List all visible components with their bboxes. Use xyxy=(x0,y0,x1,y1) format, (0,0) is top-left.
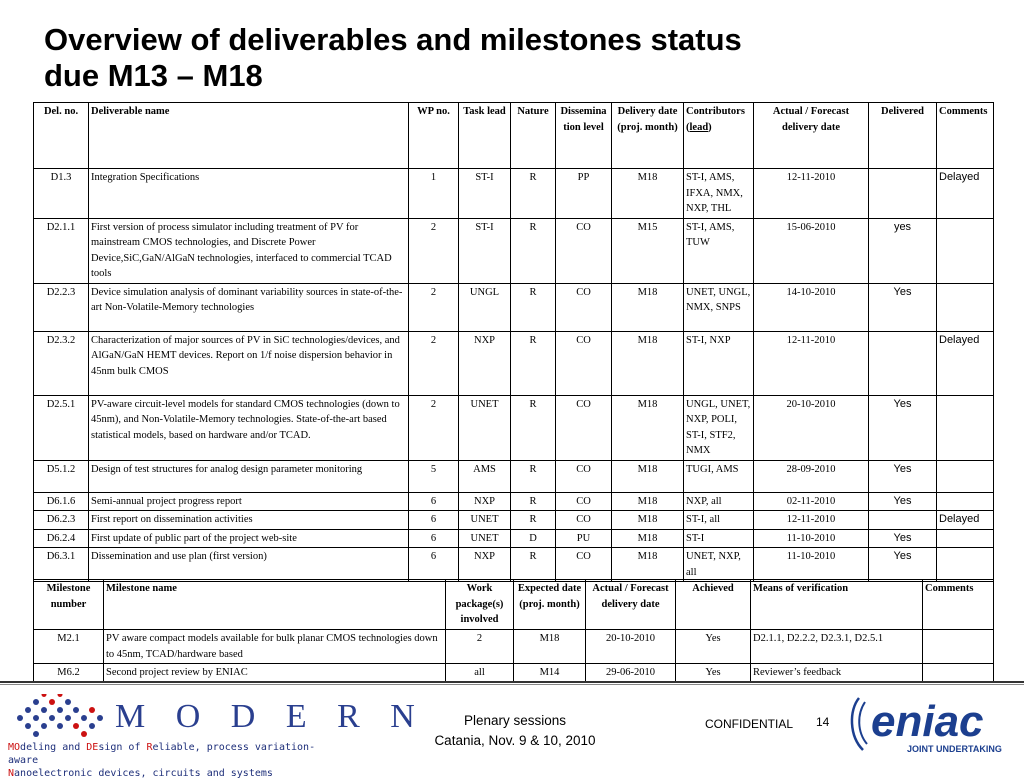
cell-actual-forecast-date: 29-06-2010 xyxy=(586,664,676,683)
cell-delivered: Yes xyxy=(869,283,937,331)
cell-delivered xyxy=(869,511,937,530)
cell-achieved: Yes xyxy=(676,664,751,683)
cell-expected-date: M18 xyxy=(514,630,586,664)
event-line2: Catania, Nov. 9 & 10, 2010 xyxy=(434,733,596,748)
eniac-logo-subtext: JOINT UNDERTAKING xyxy=(907,744,1002,754)
cell-comments xyxy=(923,664,994,683)
cell-comments: Delayed xyxy=(937,331,994,395)
deliverables-header-row xyxy=(34,103,994,169)
cell-del-no: D2.3.2 xyxy=(34,331,89,395)
col-header-expected-date: Expected date (proj. month) xyxy=(514,580,586,630)
cell-deliverable-name: First update of public part of the project web-site xyxy=(89,529,409,548)
contributors-header-suffix: ) xyxy=(708,121,712,133)
deliverables-table xyxy=(33,102,994,582)
cell-delivery-date: M18 xyxy=(612,548,684,582)
tagline-text: anoelectronic devices, circuits and systems xyxy=(14,768,273,779)
cell-actual-forecast-date: 14-10-2010 xyxy=(754,283,869,331)
cell-comments xyxy=(923,630,994,664)
cell-del-no: D5.1.2 xyxy=(34,460,89,492)
cell-milestone-name: Second project review by ENIAC xyxy=(104,664,446,683)
table-row xyxy=(34,664,994,683)
cell-comments xyxy=(937,218,994,283)
cell-actual-forecast-date: 15-06-2010 xyxy=(754,218,869,283)
cell-del-no: D1.3 xyxy=(34,169,89,219)
table-row xyxy=(34,630,994,664)
cell-deliverable-name: Device simulation analysis of dominant variability sources in state-of-the-art Non-Volatile-Memory technologies xyxy=(89,283,409,331)
contributors-header-prefix: ( xyxy=(686,121,690,133)
col-header-wp-no: WP no. xyxy=(409,103,459,169)
cell-contributors: ST-I, AMS, TUW xyxy=(684,218,754,283)
cell-wp-no: 6 xyxy=(409,529,459,548)
cell-actual-forecast-date: 20-10-2010 xyxy=(754,395,869,460)
cell-dissemination-level: CO xyxy=(556,492,612,511)
cell-dissemination-level: PP xyxy=(556,169,612,219)
cell-contributors: NXP, all xyxy=(684,492,754,511)
slide-title-line1: Overview of deliverables and milestones status xyxy=(44,22,742,57)
cell-expected-date: M14 xyxy=(514,664,586,683)
cell-task-lead: UNET xyxy=(459,529,511,548)
col-header-deliverable-name: Deliverable name xyxy=(89,103,409,169)
cell-delivered xyxy=(869,169,937,219)
deliverables-body xyxy=(34,169,994,582)
cell-work-packages: all xyxy=(446,664,514,683)
tagline-highlight: MO xyxy=(8,742,21,753)
milestones-table xyxy=(33,579,994,683)
cell-wp-no: 2 xyxy=(409,218,459,283)
cell-dissemination-level: CO xyxy=(556,283,612,331)
table-row xyxy=(34,218,994,283)
cell-actual-forecast-date: 28-09-2010 xyxy=(754,460,869,492)
cell-work-packages: 2 xyxy=(446,630,514,664)
cell-deliverable-name: Characterization of major sources of PV in SiC technologies/devices, and AlGaN/GaN HEMT devices. Report on 1/f noise dispersion behavior in 45nm bulk CMOS xyxy=(89,331,409,395)
col-header-nature: Nature xyxy=(511,103,556,169)
cell-achieved: Yes xyxy=(676,630,751,664)
cell-contributors: ST-I, all xyxy=(684,511,754,530)
cell-contributors: UNGL, UNET, NXP, POLI, ST-I, STF2, NMX xyxy=(684,395,754,460)
col-header-means-of-verification: Means of verification xyxy=(751,580,923,630)
cell-delivery-date: M18 xyxy=(612,460,684,492)
page-number: 14 xyxy=(816,715,830,729)
cell-dissemination-level: CO xyxy=(556,395,612,460)
cell-nature: R xyxy=(511,395,556,460)
table-row xyxy=(34,395,994,460)
cell-delivery-date: M18 xyxy=(612,492,684,511)
cell-nature: R xyxy=(511,460,556,492)
event-info xyxy=(400,711,630,751)
cell-delivered: Yes xyxy=(869,460,937,492)
cell-wp-no: 1 xyxy=(409,169,459,219)
col-header-contributors xyxy=(684,103,754,169)
tagline-highlight: N xyxy=(8,768,15,779)
cell-task-lead: NXP xyxy=(459,331,511,395)
cell-wp-no: 6 xyxy=(409,492,459,511)
slide-title-line2: due M13 – M18 xyxy=(44,58,263,93)
cell-task-lead: UNET xyxy=(459,395,511,460)
cell-dissemination-level: CO xyxy=(556,218,612,283)
col-header-dissemination-level: Dissemina tion level xyxy=(556,103,612,169)
col-header-actual-forecast: Actual / Forecast delivery date xyxy=(586,580,676,630)
cell-delivery-date: M18 xyxy=(612,511,684,530)
cell-delivered: yes xyxy=(869,218,937,283)
cell-task-lead: ST-I xyxy=(459,169,511,219)
col-header-del-no: Del. no. xyxy=(34,103,89,169)
cell-comments xyxy=(937,529,994,548)
table-row xyxy=(34,169,994,219)
cell-actual-forecast-date: 11-10-2010 xyxy=(754,548,869,582)
cell-nature: R xyxy=(511,548,556,582)
tagline-line2 xyxy=(8,767,338,780)
cell-deliverable-name: Semi-annual project progress report xyxy=(89,492,409,511)
col-header-work-packages: Work package(s) involved xyxy=(446,580,514,630)
cell-task-lead: NXP xyxy=(459,548,511,582)
table-row xyxy=(34,283,994,331)
cell-contributors: TUGI, AMS xyxy=(684,460,754,492)
tagline-line1 xyxy=(8,741,338,767)
cell-nature: D xyxy=(511,529,556,548)
cell-delivery-date: M18 xyxy=(612,331,684,395)
confidential-label: CONFIDENTIAL xyxy=(705,717,794,731)
col-header-comments: Comments xyxy=(937,103,994,169)
tagline-text: eliable, process variation-aware xyxy=(8,742,316,766)
cell-comments: Delayed xyxy=(937,169,994,219)
col-header-milestone-number: Milestone number xyxy=(34,580,104,630)
cell-comments xyxy=(937,492,994,511)
slide-title xyxy=(44,22,1004,94)
col-header-comments: Comments xyxy=(923,580,994,630)
cell-task-lead: AMS xyxy=(459,460,511,492)
table-row xyxy=(34,460,994,492)
cell-actual-forecast-date: 20-10-2010 xyxy=(586,630,676,664)
cell-delivered xyxy=(869,331,937,395)
eniac-logo-text: eniac xyxy=(871,697,984,746)
table-row xyxy=(34,548,994,582)
cell-dissemination-level: CO xyxy=(556,548,612,582)
cell-milestone-name: PV aware compact models available for bulk planar CMOS technologies down to 45nm, TCAD/hardware based xyxy=(104,630,446,664)
cell-task-lead: ST-I xyxy=(459,218,511,283)
cell-delivery-date: M18 xyxy=(612,283,684,331)
milestones-header-row xyxy=(34,580,994,630)
cell-means-of-verification: D2.1.1, D2.2.2, D2.3.1, D2.5.1 xyxy=(751,630,923,664)
event-line1: Plenary sessions xyxy=(463,713,567,728)
cell-dissemination-level: PU xyxy=(556,529,612,548)
cell-means-of-verification: Reviewer’s feedback xyxy=(751,664,923,683)
cell-deliverable-name: First version of process simulator including treatment of PV for mainstream CMOS technologies, and Discrete Power Device,SiC,GaN/AlGaN technologies, interfaced to commercial TCAD tools xyxy=(89,218,409,283)
tagline-highlight: DE xyxy=(86,742,99,753)
col-header-task-lead: Task lead xyxy=(459,103,511,169)
cell-wp-no: 2 xyxy=(409,331,459,395)
cell-delivery-date: M18 xyxy=(612,529,684,548)
col-header-milestone-name: Milestone name xyxy=(104,580,446,630)
cell-contributors: ST-I, NXP xyxy=(684,331,754,395)
cell-wp-no: 5 xyxy=(409,460,459,492)
cell-nature: R xyxy=(511,492,556,511)
cell-deliverable-name: PV-aware circuit-level models for standard CMOS technologies (down to 45nm), and Non-Volatile-Memory technologies. State-of-the-art based statistical models, based on hardware and/or TCAD. xyxy=(89,395,409,460)
cell-contributors: ST-I xyxy=(684,529,754,548)
milestones-body xyxy=(34,630,994,683)
cell-milestone-number: M6.2 xyxy=(34,664,104,683)
cell-del-no: D2.2.3 xyxy=(34,283,89,331)
cell-comments xyxy=(937,395,994,460)
cell-del-no: D6.2.3 xyxy=(34,511,89,530)
cell-delivery-date: M15 xyxy=(612,218,684,283)
cell-wp-no: 6 xyxy=(409,548,459,582)
modern-tagline xyxy=(8,741,338,780)
cell-actual-forecast-date: 12-11-2010 xyxy=(754,331,869,395)
lead-link[interactable]: lead xyxy=(689,121,709,133)
cell-del-no: D2.1.1 xyxy=(34,218,89,283)
eniac-logo-icon xyxy=(845,692,1020,758)
footer-divider xyxy=(0,681,1024,683)
cell-actual-forecast-date: 12-11-2010 xyxy=(754,511,869,530)
cell-deliverable-name: Integration Specifications xyxy=(89,169,409,219)
cell-delivered: Yes xyxy=(869,529,937,548)
footer-divider-thin xyxy=(0,684,1024,685)
cell-delivery-date: M18 xyxy=(612,169,684,219)
cell-delivered: Yes xyxy=(869,395,937,460)
contributors-header-label: Contributors xyxy=(686,106,745,117)
cell-task-lead: UNET xyxy=(459,511,511,530)
cell-delivered: Yes xyxy=(869,548,937,582)
col-header-achieved: Achieved xyxy=(676,580,751,630)
cell-milestone-number: M2.1 xyxy=(34,630,104,664)
cell-del-no: D6.3.1 xyxy=(34,548,89,582)
table-row xyxy=(34,331,994,395)
cell-comments: Delayed xyxy=(937,511,994,530)
cell-nature: R xyxy=(511,331,556,395)
cell-comments xyxy=(937,460,994,492)
cell-contributors: UNET, NXP, all xyxy=(684,548,754,582)
tagline-text: deling and xyxy=(20,742,87,753)
cell-actual-forecast-date: 11-10-2010 xyxy=(754,529,869,548)
col-header-delivered: Delivered xyxy=(869,103,937,169)
cell-dissemination-level: CO xyxy=(556,460,612,492)
cell-deliverable-name: Design of test structures for analog design parameter monitoring xyxy=(89,460,409,492)
cell-deliverable-name: Dissemination and use plan (first version) xyxy=(89,548,409,582)
table-row xyxy=(34,492,994,511)
cell-actual-forecast-date: 12-11-2010 xyxy=(754,169,869,219)
modern-logo-wordmark: M O D E R N xyxy=(115,698,426,735)
cell-contributors: UNET, UNGL, NMX, SNPS xyxy=(684,283,754,331)
cell-nature: R xyxy=(511,169,556,219)
cell-wp-no: 2 xyxy=(409,395,459,460)
tagline-text: sign of xyxy=(98,742,147,753)
cell-task-lead: NXP xyxy=(459,492,511,511)
cell-nature: R xyxy=(511,218,556,283)
table-row xyxy=(34,529,994,548)
cell-dissemination-level: CO xyxy=(556,511,612,530)
cell-nature: R xyxy=(511,283,556,331)
cell-del-no: D6.1.6 xyxy=(34,492,89,511)
cell-comments xyxy=(937,283,994,331)
cell-del-no: D2.5.1 xyxy=(34,395,89,460)
cell-deliverable-name: First report on dissemination activities xyxy=(89,511,409,530)
col-header-actual-forecast: Actual / Forecast delivery date xyxy=(754,103,869,169)
cell-wp-no: 2 xyxy=(409,283,459,331)
cell-actual-forecast-date: 02-11-2010 xyxy=(754,492,869,511)
cell-wp-no: 6 xyxy=(409,511,459,530)
cell-dissemination-level: CO xyxy=(556,331,612,395)
cell-delivery-date: M18 xyxy=(612,395,684,460)
cell-nature: R xyxy=(511,511,556,530)
table-row xyxy=(34,511,994,530)
tagline-highlight: R xyxy=(146,742,153,753)
col-header-delivery-date: Delivery date (proj. month) xyxy=(612,103,684,169)
cell-contributors: ST-I, AMS, IFXA, NMX, NXP, THL xyxy=(684,169,754,219)
cell-task-lead: UNGL xyxy=(459,283,511,331)
cell-del-no: D6.2.4 xyxy=(34,529,89,548)
cell-delivered: Yes xyxy=(869,492,937,511)
cell-comments xyxy=(937,548,994,582)
